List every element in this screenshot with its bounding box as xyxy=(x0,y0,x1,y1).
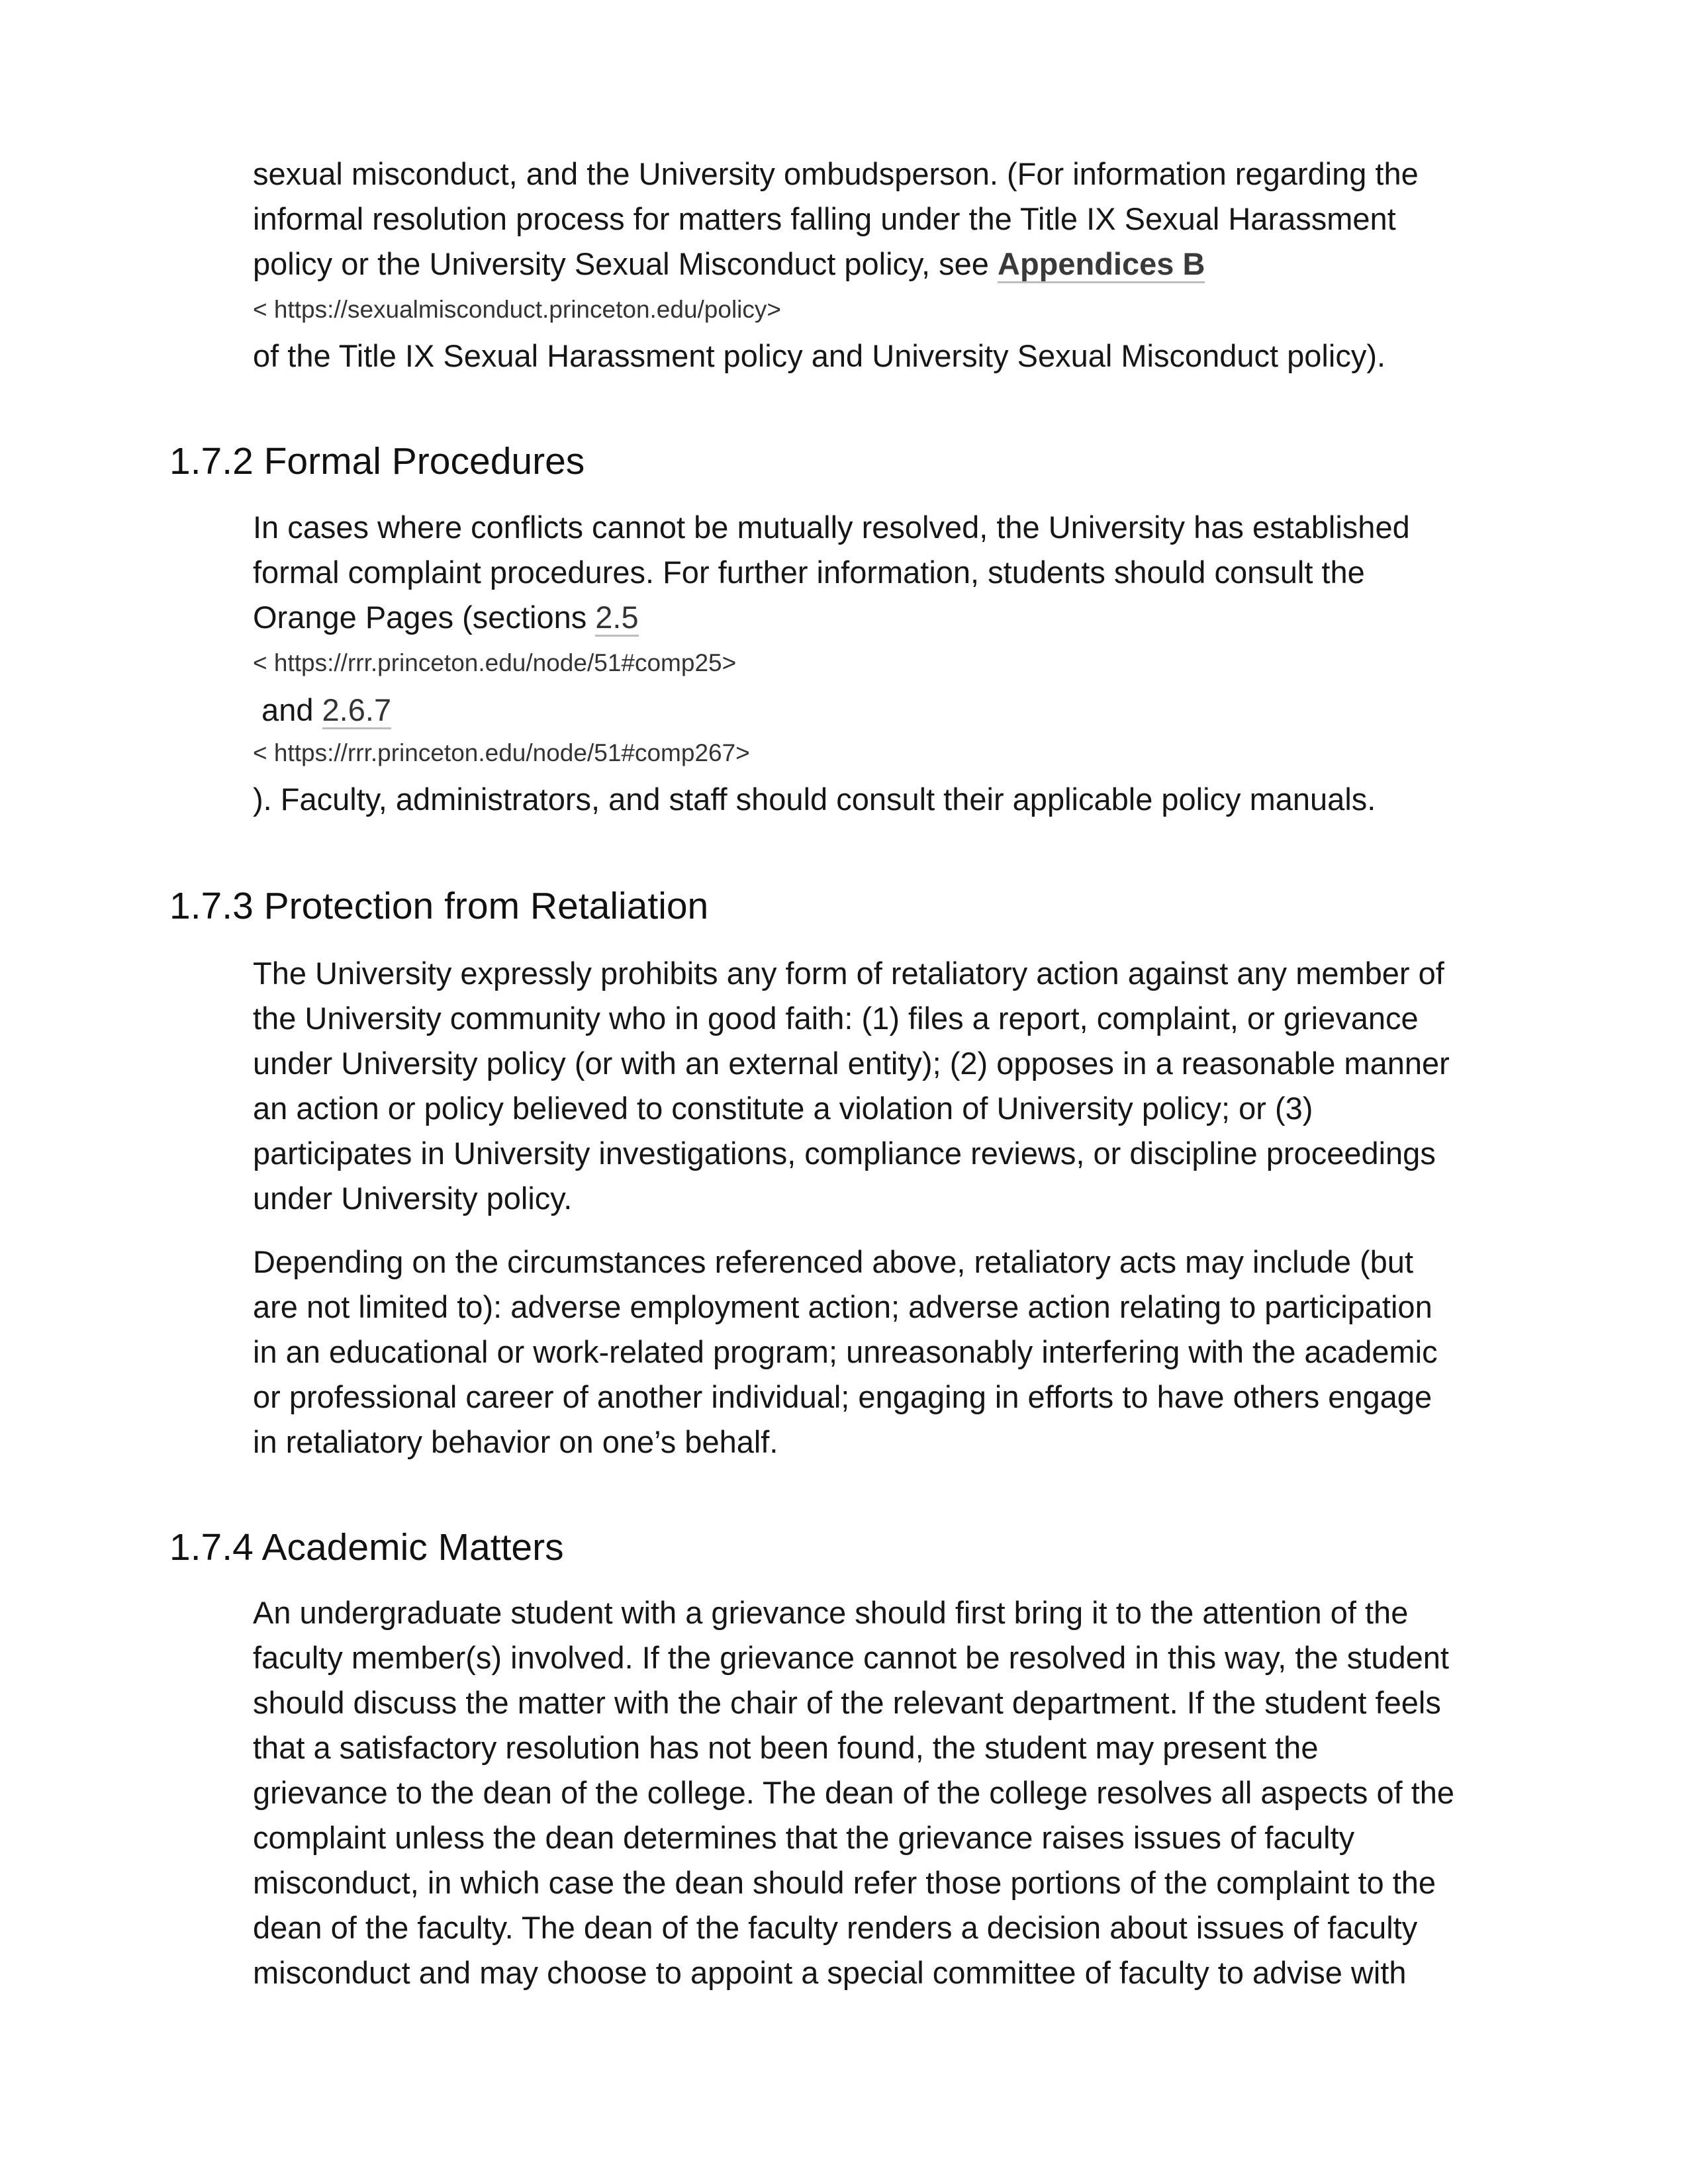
intro-line-3 xyxy=(253,242,1550,287)
intro-line-3-text: policy or the University Sexual Misconduct policy, see xyxy=(253,246,998,281)
academic-line: grievance to the dean of the college. The dean of the college resolves all aspects of the xyxy=(253,1775,1455,1810)
heading-formal-procedures: 1.7.2 Formal Procedures xyxy=(169,440,585,482)
academic-line: An undergraduate student with a grievance should first bring it to the attention of the xyxy=(253,1595,1409,1630)
retaliation-p1-line: The University expressly prohibits any form of retaliatory action against any member of xyxy=(253,956,1444,991)
appendices-url: < https://sexualmisconduct.princeton.edu/policy> xyxy=(253,296,782,323)
intro-paragraph-end xyxy=(253,334,1550,379)
retaliation-p2-line: are not limited to): adverse employment action; adverse action relating to participation xyxy=(253,1289,1432,1324)
retaliation-p1-line: under University policy. xyxy=(253,1181,573,1216)
section-2-6-7-link[interactable]: 2.6.7 xyxy=(322,692,392,729)
academic-line: faculty member(s) involved. If the grievance cannot be resolved in this way, the student xyxy=(253,1640,1449,1675)
intro-paragraph xyxy=(253,152,1550,287)
appendices-b-link[interactable]: Appendices B xyxy=(998,246,1205,283)
retaliation-paragraph-1 xyxy=(253,951,1550,1221)
academic-line: misconduct, in which case the dean should refer those portions of the complaint to the xyxy=(253,1865,1436,1900)
intro-line-4: of the Title IX Sexual Harassment policy and University Sexual Misconduct policy). xyxy=(253,338,1386,373)
academic-paragraph xyxy=(253,1590,1550,1995)
retaliation-p2-line: in an educational or work-related program; unreasonably interfering with the academic xyxy=(253,1334,1438,1369)
formal-line-2: formal complaint procedures. For further information, students should consult the xyxy=(253,555,1365,590)
heading-academic-matters: 1.7.4 Academic Matters xyxy=(169,1526,564,1569)
retaliation-p1-line: the University community who in good faith: (1) files a report, complaint, or grievance xyxy=(253,1001,1419,1036)
formal-paragraph-end xyxy=(253,777,1550,822)
formal-and-line-content xyxy=(253,688,1550,733)
section-2-6-7-url: < https://rrr.princeton.edu/node/51#comp267> xyxy=(253,739,750,766)
intro-line-2: informal resolution process for matters falling under the Title IX Sexual Harassment xyxy=(253,201,1396,236)
intro-line-1: sexual misconduct, and the University ombudsperson. (For information regarding the xyxy=(253,156,1419,191)
section-2-5-url: < https://rrr.princeton.edu/node/51#comp25> xyxy=(253,649,737,676)
formal-paragraph xyxy=(253,505,1550,640)
formal-line-3 xyxy=(253,595,1550,640)
retaliation-paragraph-2 xyxy=(253,1240,1550,1465)
formal-and-line xyxy=(253,688,1550,733)
academic-line: dean of the faculty. The dean of the faculty renders a decision about issues of faculty xyxy=(253,1910,1418,1945)
formal-line-3-text: Orange Pages (sections xyxy=(253,600,596,635)
formal-line-1: In cases where conflicts cannot be mutually resolved, the University has established xyxy=(253,510,1410,545)
retaliation-p1-line: participates in University investigations, compliance reviews, or discipline proceedings xyxy=(253,1136,1436,1171)
heading-protection-from-retaliation: 1.7.3 Protection from Retaliation xyxy=(169,885,709,927)
academic-line: that a satisfactory resolution has not been found, the student may present the xyxy=(253,1730,1319,1765)
retaliation-p2-line: or professional career of another individual; engaging in efforts to have others engage xyxy=(253,1379,1432,1414)
academic-line: complaint unless the dean determines that the grievance raises issues of faculty xyxy=(253,1820,1355,1855)
section-2-5-link[interactable]: 2.5 xyxy=(595,600,638,637)
academic-line: should discuss the matter with the chair of the relevant department. If the student feels xyxy=(253,1685,1441,1720)
academic-line: misconduct and may choose to appoint a special committee of faculty to advise with xyxy=(253,1955,1407,1990)
retaliation-p1-line: an action or policy believed to constitute a violation of University policy; or (3) xyxy=(253,1091,1313,1126)
retaliation-p1-line: under University policy (or with an external entity); (2) opposes in a reasonable manner xyxy=(253,1046,1450,1081)
retaliation-p2-line: in retaliatory behavior on one’s behalf. xyxy=(253,1424,778,1459)
retaliation-p2-line: Depending on the circumstances referenced above, retaliatory acts may include (but xyxy=(253,1244,1413,1279)
formal-line-last: ). Faculty, administrators, and staff should consult their applicable policy manuals. xyxy=(253,782,1376,817)
and-text: and xyxy=(253,692,322,727)
